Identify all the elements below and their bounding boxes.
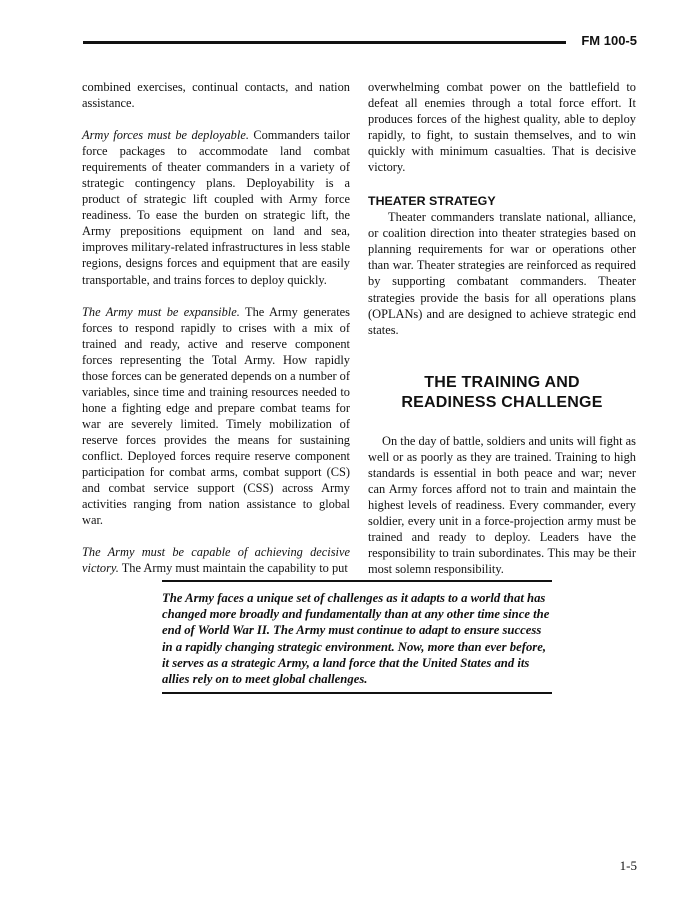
callout-rule-top bbox=[162, 580, 552, 582]
paragraph-theater-strategy: Theater commanders translate national, alliance, or coalition direction into theater strategies based on planning requirements for war or operations other than war. Theater strategies are reinforced as required by supporting combatant commanders. Theater strategies provide the basis for all operations plans (OPLANs) and are designed to achieve strategic end states. bbox=[368, 210, 636, 337]
page-number: 1-5 bbox=[619, 858, 637, 873]
lead-expansible: The Army must be expansible. bbox=[82, 304, 240, 319]
section-title bbox=[368, 373, 636, 413]
left-column bbox=[82, 79, 350, 576]
header-rule bbox=[83, 41, 566, 44]
paragraph-overwhelming-power: overwhelming combat power on the battlefield to defeat all enemies through a total force effort. It produces forces of the highest quality, able to deploy rapidly, to fight, to sustain themselves, and to win quickly with minimum casualties. That is decisive victory. bbox=[368, 80, 636, 175]
right-column bbox=[368, 79, 636, 577]
section-title-line2: READINESS CHALLENGE bbox=[401, 393, 603, 411]
callout-rule-bottom bbox=[162, 692, 552, 694]
paragraph-training: On the day of battle, soldiers and units will fight as well or as poorly as they are trained. Training to high standards is essential in both peace and war; never can Army forces afford not to train and maintain the highest levels of readiness. Every commander, every soldier, every unit in a force-projection army must be trained and ready to deploy. Leaders have the responsibility to train subordinates. This may be their most solemn responsibility. bbox=[368, 433, 636, 577]
theater-strategy-heading: THEATER STRATEGY bbox=[368, 194, 496, 209]
callout-quote: The Army faces a unique set of challenges as it adapts to a world that has changed more broadly and fundamentally than at any other time since the end of World War II. The Army must continue to adapt to ensure success in a rapidly changing strategic environment. Now, more than ever before, it serves as a strategic Army, a land force that the United States and its allies rely on to meet global challenges. bbox=[162, 591, 550, 687]
text-decisive-victory: The Army must maintain the capability to put bbox=[118, 561, 348, 576]
text-expansible: The Army generates forces to respond rapidly to crises with a mix of trained and ready, active and reserve component forces representing the Total Army. How rapidly those forces can be generated depends on a number of variables, since time and training resources needed to hone a fighting edge and prepare combat teams for war are severely limited. Timely mobilization of reserve forces provides the means for sustaining conflict. Deployed forces require reserve component participation for combat arms, combat support (CS) and combat service support (CSS) across Army activities ranging from nation assistance to global war. bbox=[82, 304, 351, 528]
paragraph-nation-assistance: combined exercises, continual contacts, and nation assistance. bbox=[82, 80, 350, 111]
lead-deployable: Army forces must be deployable. bbox=[82, 128, 249, 143]
manual-id: FM 100-5 bbox=[581, 33, 637, 48]
paragraph-decisive-victory bbox=[82, 544, 350, 576]
section-title-line1: THE TRAINING AND bbox=[424, 373, 580, 391]
paragraph-expansible bbox=[82, 304, 350, 529]
lead-decisive-victory: The Army must be capable of achieving decisive victory. bbox=[82, 545, 350, 576]
text-deployable: Commanders tailor force packages to accommodate land combat requirements of theater commanders in a variety of strategic contingency plans. Deployability is a product of strategic lift coupled with Army force readiness. To ease the burden on strategic lift, the Army prepositions equipment on land and sea, improves military-related infrastructures in less stable regions, designs forces and equipment that are easily transportable, and trains forces to deploy quickly. bbox=[82, 128, 350, 287]
paragraph-deployable bbox=[82, 127, 350, 287]
